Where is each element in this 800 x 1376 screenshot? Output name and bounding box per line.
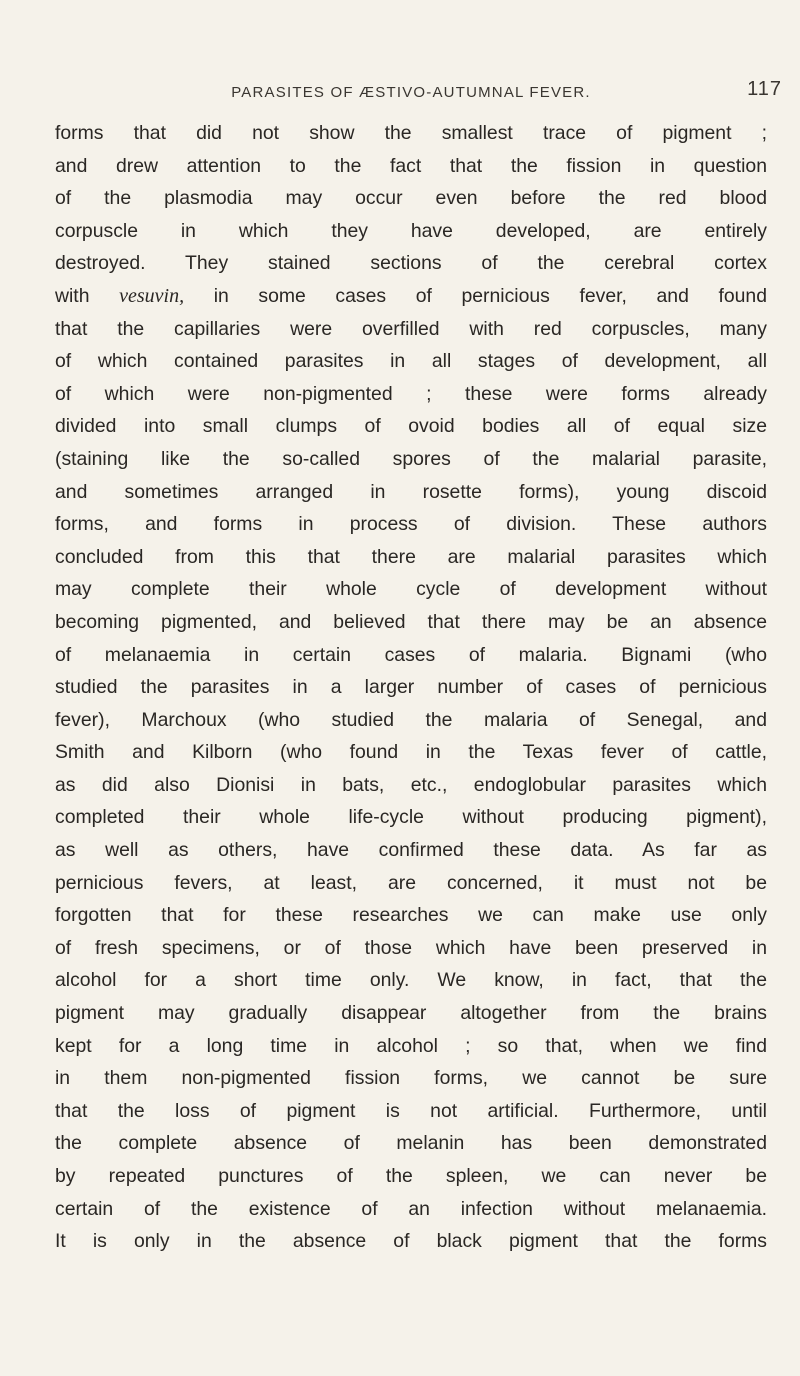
- text-line: fever), Marchoux (who studied the malaria of Senegal, and: [55, 708, 767, 731]
- text-line: pernicious fevers, at least, are concerned, it must not be: [55, 871, 767, 894]
- text-line: alcohol for a short time only. We know, in fact, that the: [55, 969, 767, 992]
- text-line: completed their whole life-cycle without producing pigment),: [55, 806, 767, 829]
- body-text: [55, 117, 767, 1258]
- text-line: and sometimes arranged in rosette forms), young discoid: [55, 480, 767, 503]
- text-line: It is only in the absence of black pigment that the forms: [55, 1230, 767, 1253]
- text-line: pigment may gradually disappear altogether from the brains: [55, 1002, 767, 1025]
- text-line: concluded from this that there are malarial parasites which: [55, 545, 767, 568]
- text-line: forms, and forms in process of division. These authors: [55, 513, 767, 536]
- text-line: kept for a long time in alcohol ; so that, when we find: [55, 1034, 767, 1057]
- text-line: of which contained parasites in all stages of development, all: [55, 350, 767, 373]
- text-line: the complete absence of melanin has been demonstrated: [55, 1132, 767, 1155]
- line-suffix: in some cases of pernicious fever, and found: [184, 284, 768, 307]
- text-line: (staining like the so-called spores of the malarial parasite,: [55, 447, 767, 470]
- text-line: of the plasmodia may occur even before the red blood: [55, 187, 767, 210]
- text-line: divided into small clumps of ovoid bodies all of equal size: [55, 415, 767, 438]
- running-title: PARASITES OF ÆSTIVO-AUTUMNAL FEVER.: [231, 84, 591, 101]
- text-line: as well as others, have confirmed these data. As far as: [55, 839, 767, 862]
- page-header: [40, 78, 782, 114]
- text-line: of which were non-pigmented ; these were forms already: [55, 382, 767, 405]
- text-line: in them non-pigmented fission forms, we cannot be sure: [55, 1067, 767, 1090]
- text-line: becoming pigmented, and believed that there may be an absence: [55, 610, 767, 633]
- text-line-with-italic: [55, 280, 767, 313]
- text-line: and drew attention to the fact that the fission in question: [55, 154, 767, 177]
- text-line: studied the parasites in a larger number of cases of pernicious: [55, 676, 767, 699]
- text-line: by repeated punctures of the spleen, we can never be: [55, 1165, 767, 1187]
- text-line: destroyed. They stained sections of the cerebral cortex: [55, 252, 767, 275]
- text-line: may complete their whole cycle of development without: [55, 578, 767, 601]
- page-number: 117: [747, 78, 782, 100]
- text-line: forms that did not show the smallest trace of pigment ;: [55, 122, 767, 144]
- text-line: that the capillaries were overfilled with red corpuscles, many: [55, 317, 767, 340]
- line-prefix: with: [55, 284, 120, 307]
- text-line: certain of the existence of an infection without melanaemia.: [55, 1197, 767, 1220]
- text-line: of melanaemia in certain cases of malaria. Bignami (who: [55, 643, 767, 666]
- text-line: as did also Dionisi in bats, etc., endoglobular parasites which: [55, 773, 767, 796]
- text-line: Smith and Kilborn (who found in the Texas fever of cattle,: [55, 741, 767, 764]
- text-line: of fresh specimens, or of those which have been preserved in: [55, 936, 767, 959]
- text-line: corpuscle in which they have developed, are entirely: [55, 219, 767, 242]
- text-line: forgotten that for these researches we can make use only: [55, 904, 767, 927]
- text-line: that the loss of pigment is not artificial. Furthermore, until: [55, 1099, 767, 1122]
- italic-term: vesuvin,: [119, 284, 185, 307]
